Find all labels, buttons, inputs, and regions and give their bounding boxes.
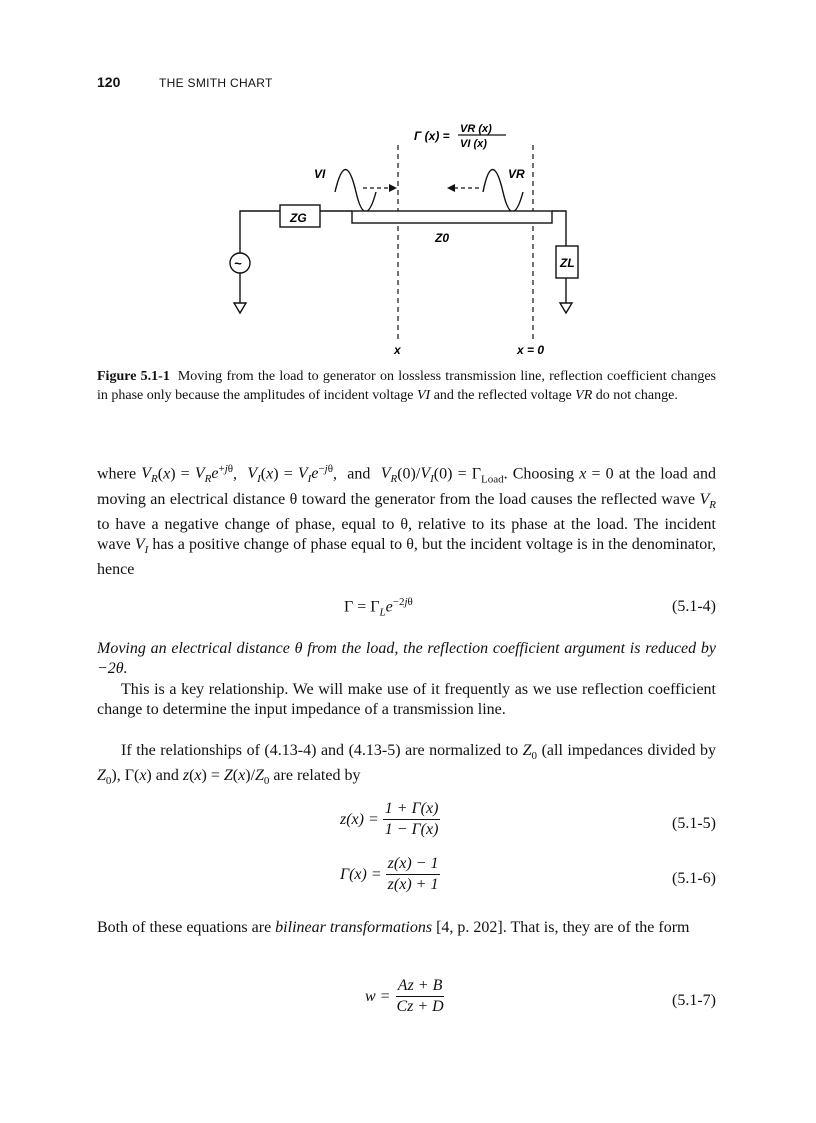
zg-label: ZG	[290, 211, 307, 225]
equation-number: (5.1-5)	[672, 815, 716, 832]
paragraph-4: Both of these equations are bilinear transformations [4, p. 202]. That is, they are of the form	[97, 919, 690, 936]
vi-label: VI	[314, 167, 326, 181]
page-number: 120	[97, 74, 121, 90]
eq5-numerator: 1 + Γ(x)	[383, 800, 441, 820]
vr-label: VR	[508, 167, 525, 181]
transmission-line	[352, 211, 552, 223]
equation-number: (5.1-4)	[672, 598, 716, 615]
eq6-denominator: z(x) + 1	[387, 876, 439, 893]
load-ground	[560, 303, 572, 313]
incident-arrow-head	[389, 184, 397, 192]
eq5-denominator: 1 − Γ(x)	[384, 821, 439, 838]
equation-number: (5.1-7)	[672, 992, 716, 1009]
z0-label: Z0	[435, 231, 450, 245]
eq7-lhs: w =	[365, 987, 391, 1005]
source-symbol: ~	[234, 256, 242, 271]
equation-5-1-6	[97, 855, 716, 903]
formula-lhs: Γ (x) =	[414, 129, 450, 143]
equation-number: (5.1-6)	[672, 870, 716, 887]
zl-label: ZL	[560, 256, 575, 270]
equation-5-1-7	[97, 977, 716, 1025]
eq5-lhs: z(x) =	[340, 810, 379, 828]
formula-numerator: VR (x)	[460, 123, 492, 135]
paragraph-2: This is a key relationship. We will make use of it frequently as we use reflection coefficient change to determine the input impedance of a transmission line.	[97, 681, 716, 718]
running-title: THE SMITH CHART	[159, 76, 273, 90]
eq7-numerator: Az + B	[396, 977, 445, 997]
key-statement: Moving an electrical distance θ from the load, the reflection coefficient argument is reduced by −2θ.	[97, 640, 716, 677]
load-wire	[552, 211, 566, 246]
eq6-numerator: z(x) − 1	[386, 855, 441, 875]
x-label: x	[394, 343, 401, 357]
eq7-denominator: Cz + D	[396, 998, 444, 1015]
equation-5-1-5	[97, 800, 716, 848]
figure-caption: Figure 5.1-1 Moving from the load to generator on lossless transmission line, reflection coefficient changes in phase only because the amplitudes of incident voltage VI and the reflected voltage VR do not change.	[97, 369, 716, 403]
caption-vr: VR	[575, 388, 593, 403]
caption-vi: VI	[416, 388, 431, 403]
equation-5-1-4: $\Gamma = \Gamma_Le^{-2j\theta}$ (5.1-4)	[344, 596, 716, 619]
eq6-lhs: Γ(x) =	[340, 865, 382, 883]
generator-wire	[240, 211, 280, 253]
reflected-arrow-head	[447, 184, 455, 192]
x0-label: x = 0	[517, 343, 545, 357]
formula-denominator: VI (x)	[460, 138, 487, 150]
incident-wave	[335, 170, 376, 212]
caption-label: Figure 5.1-1	[97, 369, 170, 384]
transmission-line-figure	[200, 110, 620, 360]
paragraph-1: where $V_R(x) = V_Re^{+j\theta}$, $V_I(x) = V_Ie^{-j\theta}$, and $V_R(0)/V_I(0) = \Gamma_{Load}$. Choosing x = 0 at the load and moving an electrical distance θ toward the generator from the load causes the reflected wave $V_R$ to have a negative change of phase, equal to θ, relative to its phase at the load. The incident wave $V_I$ has a positive change of phase equal to θ, but the incident voltage is in the denominator, hence	[97, 463, 717, 578]
generator-ground	[234, 303, 246, 313]
paragraph-3: If the relationships of (4.13-4) and (4.13-5) are normalized to $Z_0$ (all impedances divided by $Z_0$), Γ(x) and $z(x) = Z(x)/Z_0$ are related by	[97, 742, 716, 788]
